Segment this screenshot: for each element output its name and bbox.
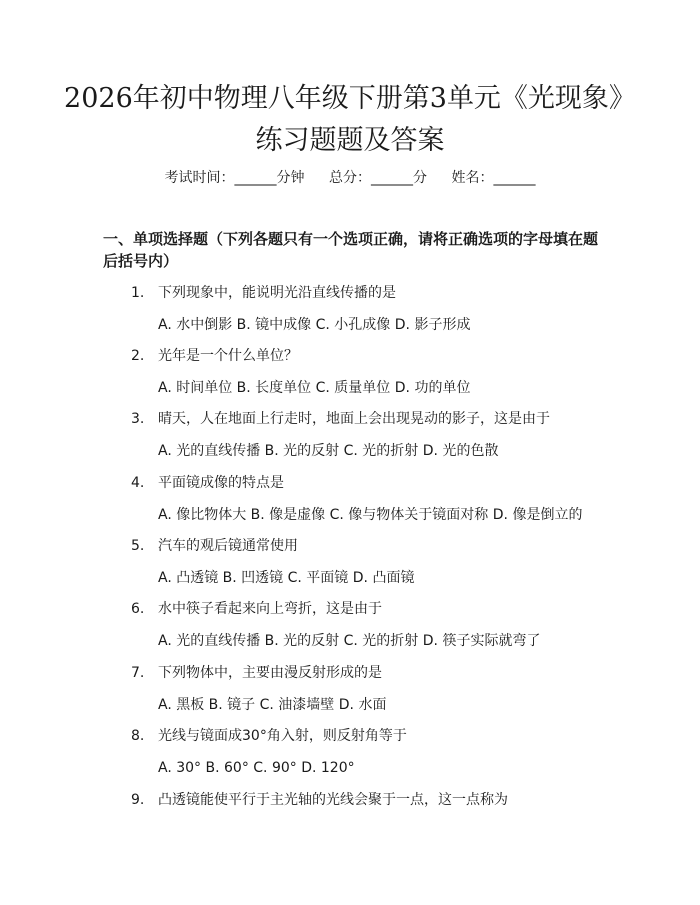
question-options: A. 光的直线传播 B. 光的反射 C. 光的折射 D. 光的色散 bbox=[158, 443, 499, 459]
question-options: A. 像比物体大 B. 像是虚像 C. 像与物体关于镜面对称 D. 像是倒立的 bbox=[158, 507, 583, 523]
question-options: A. 时间单位 B. 长度单位 C. 质量单位 D. 功的单位 bbox=[158, 380, 471, 396]
question-number: 6. bbox=[131, 601, 145, 617]
question-options: A. 光的直线传播 B. 光的反射 C. 光的折射 D. 筷子实际就弯了 bbox=[158, 633, 541, 649]
question-number: 1. bbox=[131, 285, 145, 301]
exam-info-line bbox=[0, 168, 700, 188]
question-text: 汽车的观后镜通常使用 bbox=[158, 538, 298, 554]
document-title: 2026年初中物理八年级下册第3单元《光现象》练习题题及答案 bbox=[64, 83, 636, 156]
question-number: 2. bbox=[131, 348, 145, 364]
question-options: A. 黑板 B. 镜子 C. 油漆墙壁 D. 水面 bbox=[158, 697, 387, 713]
question-options: A. 30° B. 60° C. 90° D. 120° bbox=[158, 760, 355, 776]
section-heading: 一、单项选择题（下列各题只有一个选项正确，请将正确选项的字母填在题后括号内） bbox=[103, 230, 599, 270]
question-text: 光线与镜面成30°角入射，则反射角等于 bbox=[158, 728, 407, 744]
question-text: 凸透镜能使平行于主光轴的光线会聚于一点，这一点称为 bbox=[158, 792, 508, 808]
question-number: 9. bbox=[131, 792, 145, 808]
question-text: 下列物体中，主要由漫反射形成的是 bbox=[158, 665, 382, 681]
question-text: 水中筷子看起来向上弯折，这是由于 bbox=[158, 601, 382, 617]
question-text: 下列现象中，能说明光沿直线传播的是 bbox=[158, 285, 396, 301]
question-number: 7. bbox=[131, 665, 145, 681]
exam-time-field: 考试时间：______分钟 bbox=[164, 170, 305, 186]
question-text: 晴天，人在地面上行走时，地面上会出现晃动的影子，这是由于 bbox=[158, 411, 550, 427]
question-number: 8. bbox=[131, 728, 145, 744]
question-options: A. 水中倒影 B. 镜中成像 C. 小孔成像 D. 影子形成 bbox=[158, 317, 471, 333]
question-options: A. 凸透镜 B. 凹透镜 C. 平面镜 D. 凸面镜 bbox=[158, 570, 415, 586]
question-number: 3. bbox=[131, 411, 145, 427]
question-text: 光年是一个什么单位？ bbox=[158, 348, 298, 364]
question-number: 5. bbox=[131, 538, 145, 554]
student-name-field: 姓名：______ bbox=[451, 170, 536, 186]
question-text: 平面镜成像的特点是 bbox=[158, 475, 284, 491]
total-score-field: 总分：______分 bbox=[329, 170, 427, 186]
question-number: 4. bbox=[131, 475, 145, 491]
